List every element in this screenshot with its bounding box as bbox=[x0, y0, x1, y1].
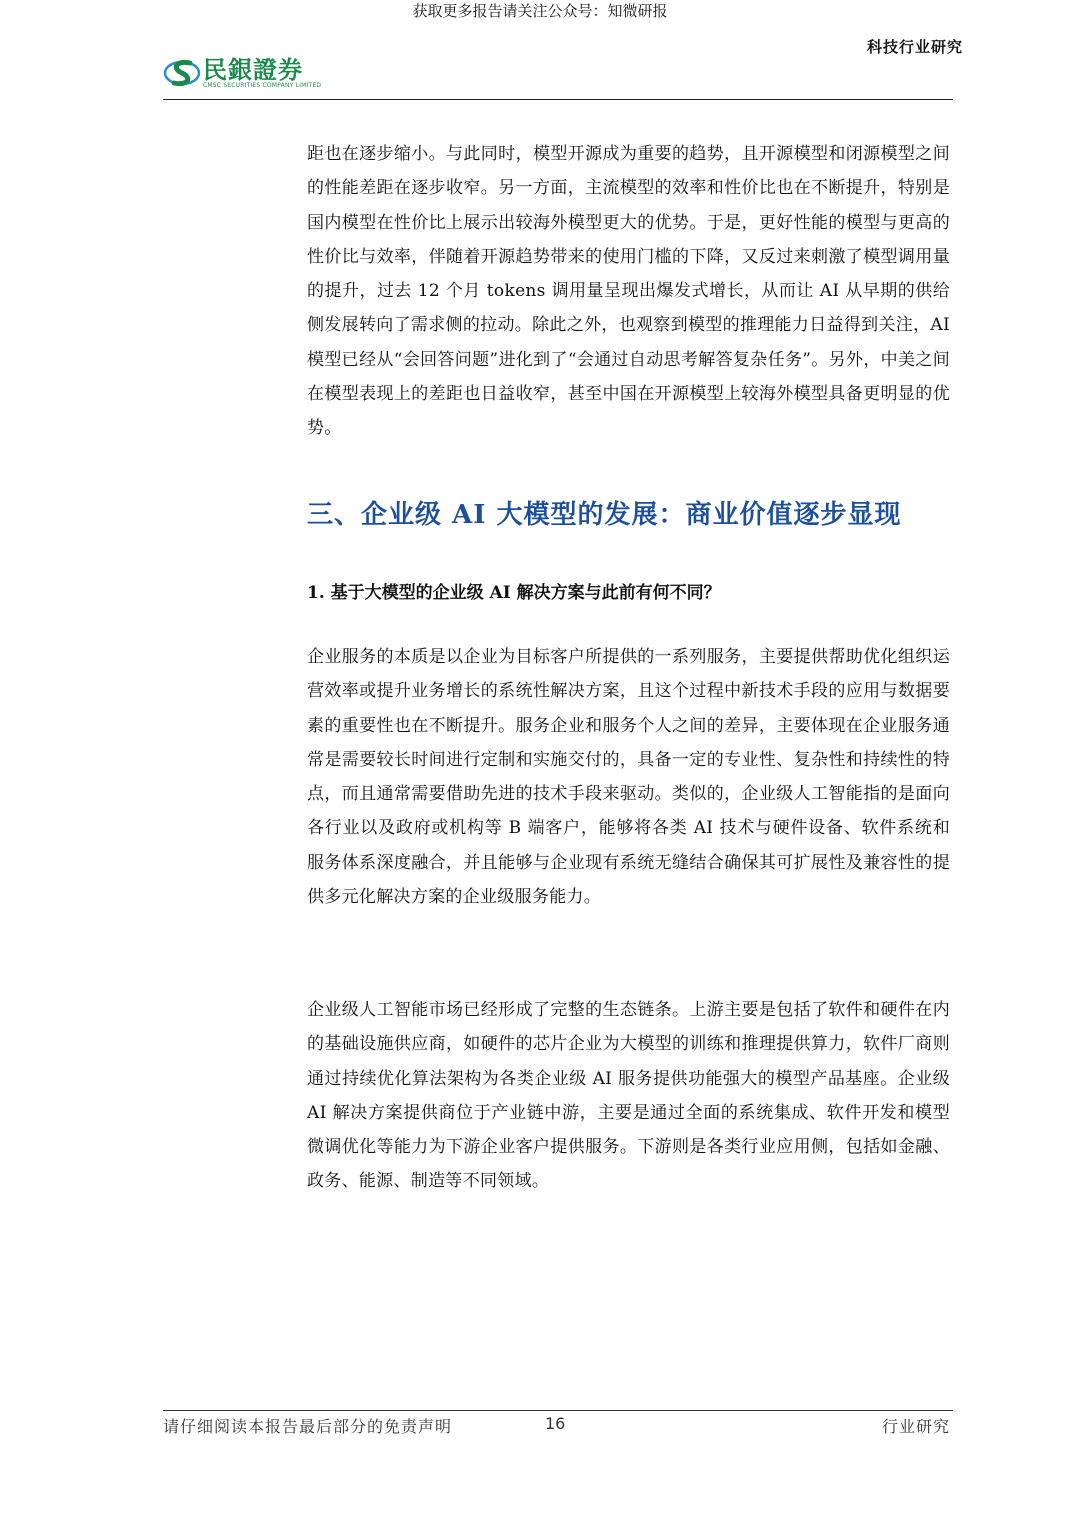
body-text-top bbox=[307, 137, 950, 446]
body-text-middle bbox=[307, 640, 950, 914]
logo-mark-icon bbox=[163, 54, 201, 92]
report-category: 科技行业研究 bbox=[866, 38, 963, 56]
logo-english-name: CMSC SECURITIES COMPANY LIMITED bbox=[203, 82, 322, 89]
subheading: 1. 基于大模型的企业级 AI 解决方案与此前有何不同？ bbox=[307, 583, 721, 603]
paragraph-ecosystem: 企业级人工智能市场已经形成了完整的生态链条。上游主要是包括了软件和硬件在内的基础设施供应商，如硬件的芯片企业为大模型的训练和推理提供算力，软件厂商则通过持续优化算法架构为各类企业级 AI 服务提供功能强大的模型产品基座。企业级 AI 解决方案提供商位于产业链中游，主要是通过全面的系统集成、软件开发和模型微调优化等能力为下游企业客户提供服务。下游则是各类行业应用侧，包括如金融、政务、能源、制造等不同领域。 bbox=[307, 1000, 950, 1192]
top-banner: 获取更多报告请关注公众号：知微研报 bbox=[412, 2, 668, 20]
logo-chinese-name: 民銀證券 bbox=[203, 55, 303, 84]
page-number: 16 bbox=[545, 1414, 566, 1433]
company-logo bbox=[163, 54, 323, 94]
header-divider bbox=[163, 99, 953, 100]
paragraph-enterprise-service: 企业服务的本质是以企业为目标客户所提供的一系列服务，主要提供帮助优化组织运营效率或提升业务增长的系统性解决方案，且这个过程中新技术手段的应用与数据要素的重要性也在不断提升。服务企业和服务个人之间的差异，主要体现在企业服务通常是需要较长时间进行定制和实施交付的，具备一定的专业性、复杂性和持续性的特点，而且通常需要借助先进的技术手段来驱动。类似的，企业级人工智能指的是面向各行业以及政府或机构等 B 端客户，能够将各类 AI 技术与硬件设备、软件系统和服务体系深度融合，并且能够与企业现有系统无缝结合确保其可扩展性及兼容性的提供多元化解决方案的企业级服务能力。 bbox=[307, 647, 950, 908]
footer-label: 行业研究 bbox=[881, 1417, 950, 1436]
footer-divider bbox=[163, 1410, 953, 1411]
footer-disclaimer: 请仔细阅读本报告最后部分的免责声明 bbox=[163, 1417, 453, 1436]
section-title: 三、企业级 AI 大模型的发展：商业价值逐步显现 bbox=[307, 500, 902, 530]
body-text-bottom bbox=[307, 993, 950, 1199]
paragraph-continuation: 距也在逐步缩小。与此同时，模型开源成为重要的趋势，且开源模型和闭源模型之间的性能差距在逐步收窄。另一方面，主流模型的效率和性价比也在不断提升，特别是国内模型在性价比上展示出较海外模型更大的优势。于是，更好性能的模型与更高的性价比与效率，伴随着开源趋势带来的使用门槛的下降，又反过来刺激了模型调用量的提升，过去 12 个月 tokens 调用量呈现出爆发式增长，从而让 AI 从早期的供给侧发展转向了需求侧的拉动。除此之外，也观察到模型的推理能力日益得到关注，AI 模型已经从“会回答问题”进化到了“会通过自动思考解答复杂任务”。另外，中美之间在模型表现上的差距也日益收窄，甚至中国在开源模型上较海外模型具备更明显的优势。 bbox=[307, 144, 950, 439]
